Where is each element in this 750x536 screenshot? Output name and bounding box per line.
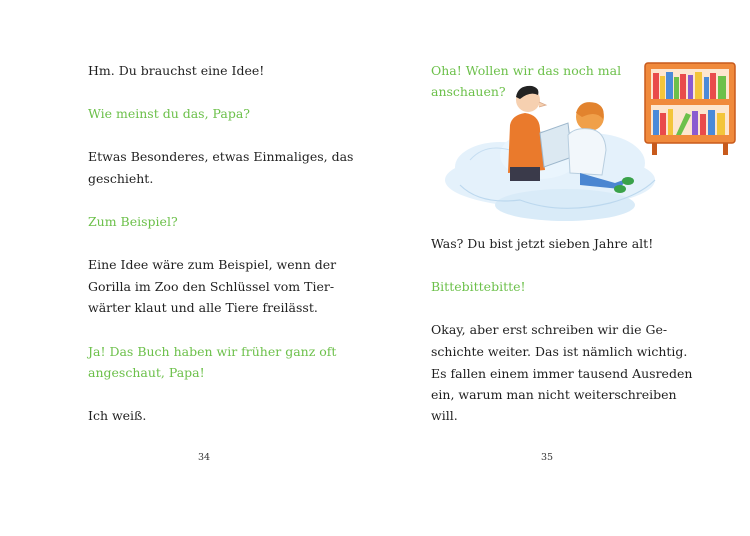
child-dialogue-line: Ja! Das Buch haben wir früher ganz oft — [88, 344, 337, 359]
child-dialogue-line: Wie meinst du das, Papa? — [88, 106, 251, 121]
child-dialogue-line: Bittebittebitte! — [431, 279, 526, 294]
text-line: Okay, aber erst schreiben wir die Ge- — [431, 322, 668, 337]
child-dialogue-line: Oha! Wollen wir das noch mal — [431, 63, 622, 78]
text-line: geschieht. — [88, 171, 154, 186]
text-line: Es fallen einem immer tausend Ausreden — [431, 366, 693, 381]
text-line: wärter klaut und alle Tiere freilässt. — [88, 300, 318, 315]
child-dialogue-line: angeschaut, Papa! — [88, 365, 205, 380]
bookshelf-icon — [645, 63, 735, 155]
text-line: ein, warum man nicht weiterschreiben — [431, 387, 677, 402]
page-number: 34 — [198, 452, 211, 463]
text-line: Eine Idee wäre zum Beispiel, wenn der — [88, 257, 337, 272]
text-line: Hm. Du brauchst eine Idee! — [88, 63, 265, 78]
text-line: Gorilla im Zoo den Schlüssel vom Tier- — [88, 279, 335, 294]
page-number: 35 — [541, 452, 554, 463]
text-line: schichte weiter. Das ist nämlich wichtig. — [431, 344, 688, 359]
text-line: Ich weiß. — [88, 408, 147, 423]
text-line: will. — [431, 408, 458, 423]
child-dialogue-line: anschauen? — [431, 84, 506, 99]
child-dialogue-line: Zum Beispiel? — [88, 214, 178, 229]
father-child-cloud-illustration — [440, 55, 745, 235]
text-line: Was? Du bist jetzt sieben Jahre alt! — [431, 236, 654, 251]
right-page — [375, 0, 750, 536]
text-line: Etwas Besonderes, etwas Einmaliges, das — [88, 149, 354, 164]
